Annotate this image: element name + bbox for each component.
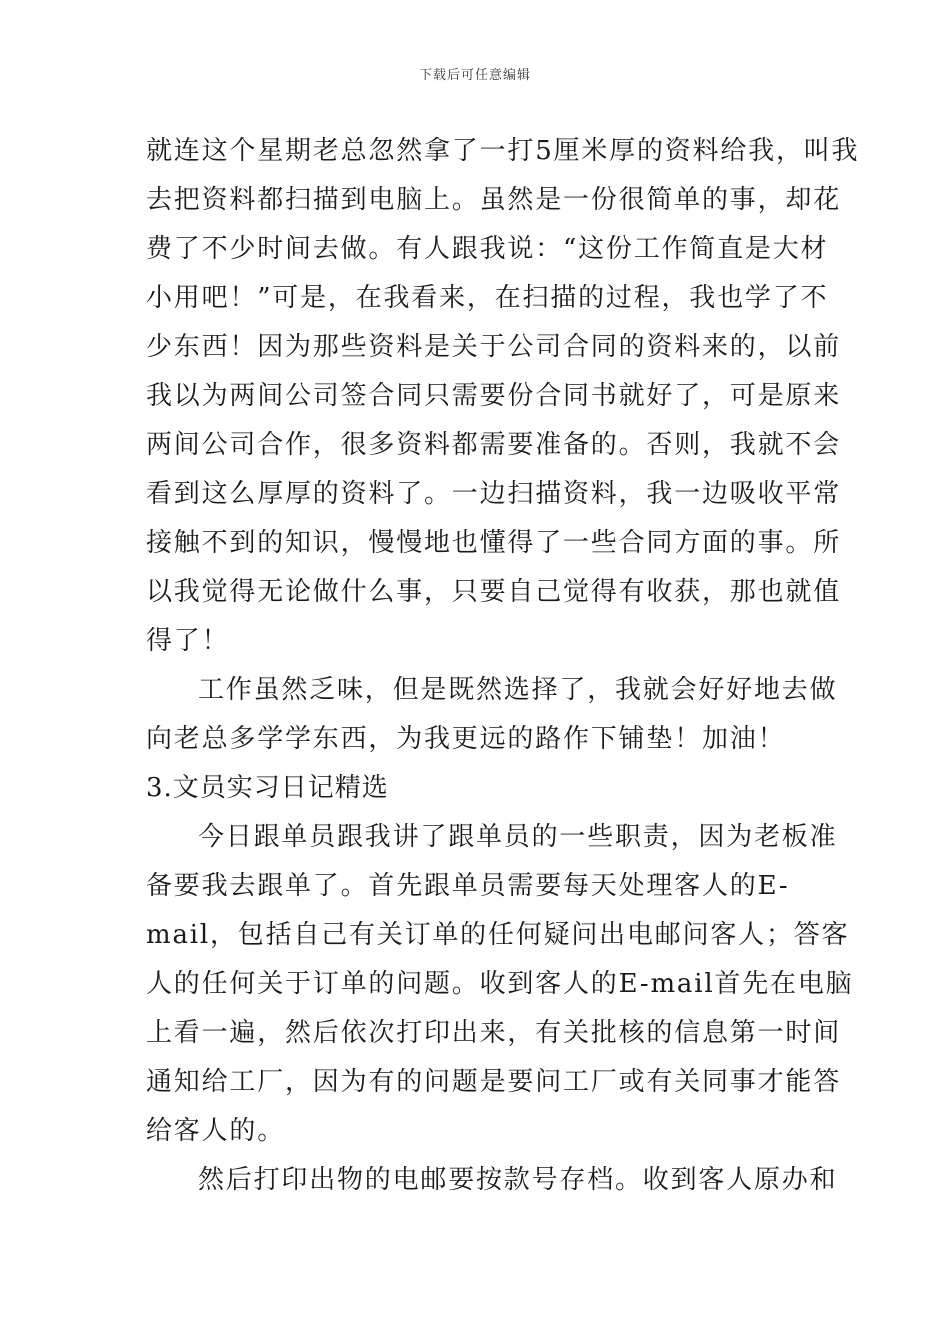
paragraph-line: 给客人的。 [146,1116,286,1146]
paragraph-line: 然后打印出物的电邮要按款号存档。收到客人原办和 [198,1165,838,1195]
paragraph-line: 少东西！因为那些资料是关于公司合同的资料来的，以前 [146,332,842,362]
paragraph-line: 看到这么厚厚的资料了。一边扫描资料，我一边吸收平常 [146,479,842,509]
paragraph-line: 小用吧！”可是，在我看来，在扫描的过程，我也学了不 [146,283,829,313]
paragraph-line: 去把资料都扫描到电脑上。虽然是一份很简单的事，却花 [146,185,842,215]
paragraph-line: 上看一遍，然后依次打印出来，有关批核的信息第一时间 [146,1018,842,1048]
paragraph-line: mail，包括自己有关订单的任何疑问出电邮问客人；答客 [146,920,850,950]
paragraph-line: 费了不少时间去做。有人跟我说：“这份工作简直是大材 [146,234,829,264]
paragraph-line: 向老总多学学东西，为我更远的路作下铺垫！加油！ [146,724,786,754]
paragraph-line: 今日跟单员跟我讲了跟单员的一些职责，因为老板准 [198,822,838,852]
section-heading: 3.文员实习日记精选 [146,773,389,803]
paragraph-line: 就连这个星期老总忽然拿了一打5厘米厚的资料给我，叫我 [146,136,860,166]
paragraph-line: 备要我去跟单了。首先跟单员需要每天处理客人的E- [146,871,790,901]
paragraph-line: 两间公司合作，很多资料都需要准备的。否则，我就不会 [146,430,842,460]
paragraph-line: 接触不到的知识，慢慢地也懂得了一些合同方面的事。所 [146,528,842,558]
paragraph-line: 我以为两间公司签合同只需要份合同书就好了，可是原来 [146,381,842,411]
paragraph-line: 得了！ [146,626,230,656]
paragraph-line: 以我觉得无论做什么事，只要自己觉得有收获，那也就值 [146,577,842,607]
paragraph-line: 通知给工厂，因为有的问题是要问工厂或有关同事才能答 [146,1067,842,1097]
page-header: 下载后可任意编辑 [418,68,531,83]
paragraph-line: 人的任何关于订单的问题。收到客人的E-mail首先在电脑 [146,969,854,999]
paragraph-line: 工作虽然乏味，但是既然选择了，我就会好好地去做 [198,675,838,705]
